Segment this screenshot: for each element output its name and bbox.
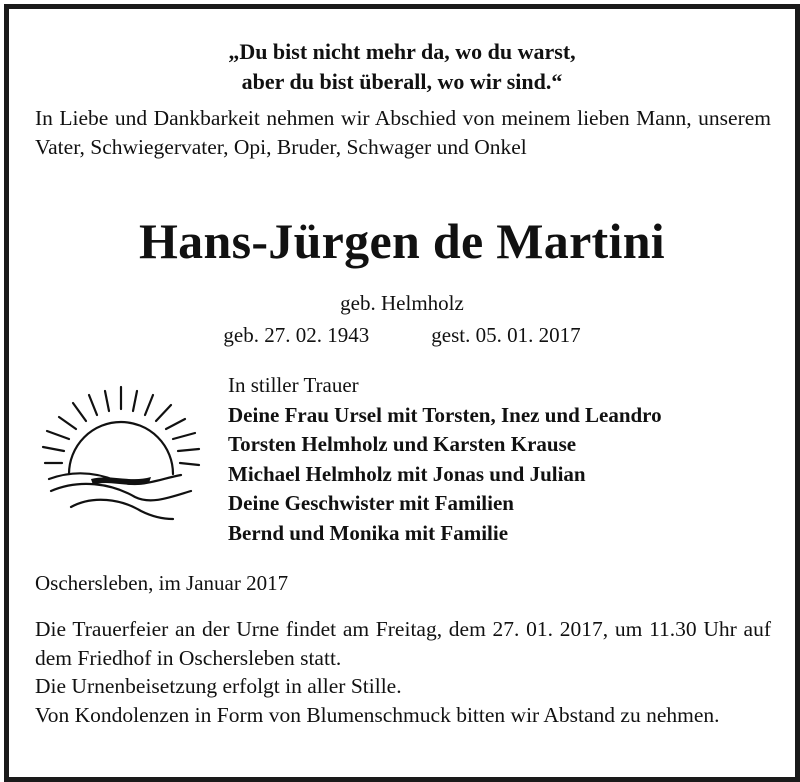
mourner-line: Michael Helmholz mit Jonas und Julian <box>228 461 586 486</box>
place-and-date: Oschersleben, im Januar 2017 <box>35 571 289 595</box>
condolence-info: Von Kondolenzen in Form von Blumenschmuck bitten wir Abstand zu nehmen. <box>35 702 720 727</box>
funeral-notice <box>35 615 771 729</box>
mourner-line: Deine Frau Ursel mit Torsten, Inez und Leandro <box>228 402 662 427</box>
quote-line-2: aber du bist überall, wo wir sind.“ <box>241 69 563 94</box>
mourners-lead: In stiller Trauer <box>228 373 359 397</box>
deceased-name: Hans-Jürgen de Martini <box>138 213 666 269</box>
obituary-border <box>4 4 800 782</box>
memorial-quote <box>9 37 795 97</box>
intro-text: In Liebe und Dankbarkeit nehmen wir Abschied von meinem lieben Mann, unserem Vater, Schwiegervater, Opi, Bruder, Schwager und Onkel <box>35 106 771 159</box>
quote-line-1: „Du bist nicht mehr da, wo du warst, <box>228 39 576 64</box>
mourner-line: Torsten Helmholz und Karsten Krause <box>228 432 577 456</box>
mourner-line: Deine Geschwister mit Familien <box>228 491 514 515</box>
mourner-line: Bernd und Monika mit Familie <box>228 520 509 545</box>
obituary-content <box>9 9 795 777</box>
birth-name: geb. Helmholz <box>340 291 464 315</box>
mourners-list <box>228 371 788 548</box>
life-dates <box>9 321 795 349</box>
birth-date: geb. 27. 02. 1943 <box>223 323 370 347</box>
ceremony-info: Die Trauerfeier an der Urne findet am Freitag, dem 27. 01. 2017, um 11.30 Uhr auf dem Friedhof in Oschersleben statt. <box>35 617 771 670</box>
sunset-over-hills-icon <box>31 379 211 529</box>
burial-info: Die Urnenbeisetzung erfolgt in aller Stille. <box>35 674 402 698</box>
death-date: gest. 05. 01. 2017 <box>431 323 581 347</box>
